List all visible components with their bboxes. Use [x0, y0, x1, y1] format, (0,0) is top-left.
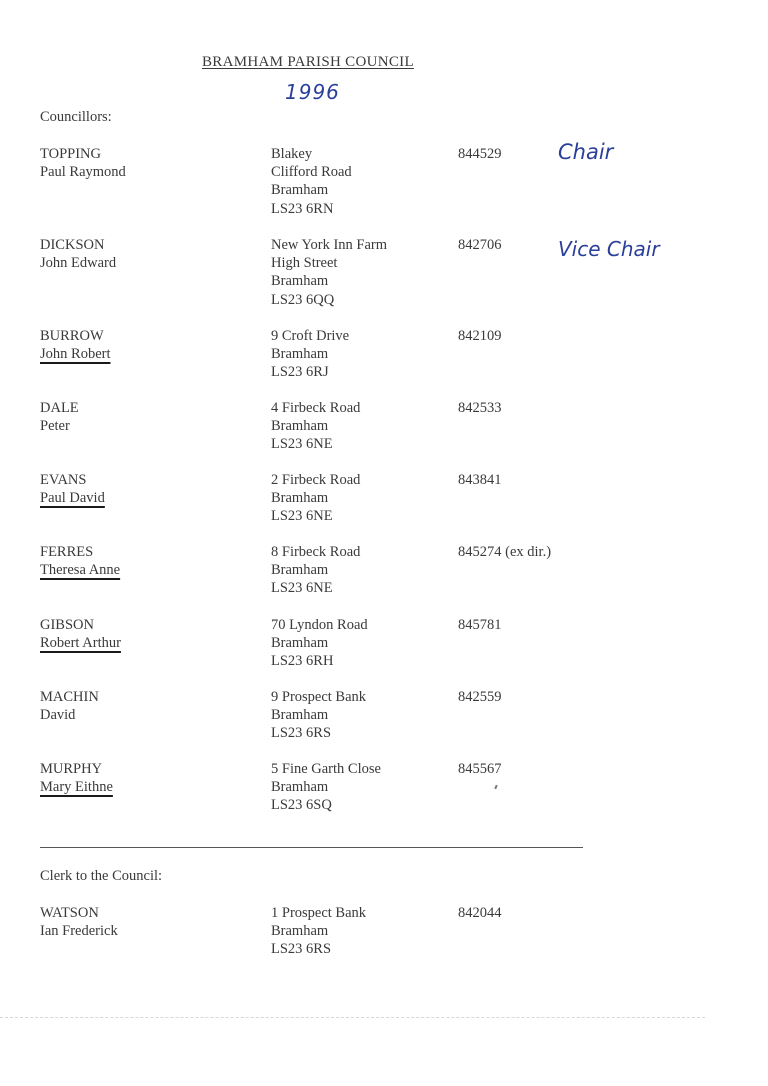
councillor-address — [271, 688, 366, 743]
scan-edge-line — [0, 1017, 705, 1018]
phone-number: 842109 — [458, 328, 502, 344]
surname: DICKSON — [40, 237, 105, 253]
address-line: LS23 6SQ — [271, 797, 332, 814]
section-divider — [40, 847, 583, 848]
clerk-address — [271, 904, 366, 959]
address-line: LS23 6QQ — [271, 291, 335, 308]
councillor-address — [271, 236, 387, 309]
surname: GIBSON — [40, 617, 94, 633]
phone-number: 843841 — [458, 472, 502, 488]
address-line: Bramham — [271, 923, 329, 940]
address-line: Bramham — [271, 635, 329, 652]
address-line: 4 Firbeck Road — [271, 400, 361, 416]
forenames: Paul David — [40, 490, 105, 507]
forenames: David — [40, 707, 76, 724]
address-line: LS23 6RS — [271, 725, 332, 742]
forenames: Robert Arthur — [40, 635, 121, 652]
address-line: LS23 6RJ — [271, 364, 329, 381]
address-line: Bramham — [271, 418, 329, 435]
surname: MURPHY — [40, 761, 103, 777]
address-line: 9 Croft Drive — [271, 328, 350, 344]
councillor-address — [271, 760, 381, 815]
phone-number: 845781 — [458, 617, 502, 633]
forenames: Theresa Anne — [40, 562, 121, 579]
address-line: High Street — [271, 255, 338, 272]
address-line: Bramham — [271, 490, 329, 507]
address-line: LS23 6RS — [271, 941, 332, 958]
address-line: LS23 6NE — [271, 436, 333, 453]
surname: MACHIN — [40, 689, 99, 705]
address-line: Bramham — [271, 562, 329, 579]
address-line: Clifford Road — [271, 164, 352, 181]
surname: EVANS — [40, 472, 87, 488]
councillor-name — [40, 616, 121, 652]
councillor-name — [40, 688, 99, 724]
address-line: LS23 6RN — [271, 200, 334, 217]
councillor-address — [271, 616, 368, 671]
phone-number: 842044 — [458, 905, 502, 921]
pen-mark — [494, 785, 498, 789]
address-line: 5 Fine Garth Close — [271, 761, 381, 777]
surname: WATSON — [40, 905, 99, 921]
address-line: Bramham — [271, 779, 329, 796]
address-line: 9 Prospect Bank — [271, 689, 367, 705]
surname: DALE — [40, 400, 79, 416]
phone-number: 842706 — [458, 237, 502, 253]
councillor-name — [40, 760, 113, 796]
councillor-address — [271, 327, 349, 382]
forenames: John Edward — [40, 255, 117, 272]
phone-number: 845567 — [458, 761, 502, 777]
surname: BURROW — [40, 328, 104, 344]
address-line: Bramham — [271, 273, 329, 290]
councillor-address — [271, 471, 360, 526]
address-line: LS23 6RH — [271, 653, 334, 670]
phone-number: 842533 — [458, 400, 502, 416]
clerk-name — [40, 904, 118, 940]
address-line: Bramham — [271, 346, 329, 363]
address-line: Bramham — [271, 182, 329, 199]
page-title: BRAMHAM PARISH COUNCIL — [202, 54, 414, 70]
handwritten-year: 1996 — [285, 80, 340, 104]
councillor-address — [271, 145, 352, 218]
address-line: 1 Prospect Bank — [271, 905, 367, 921]
phone-number: 845274 (ex dir.) — [458, 544, 552, 560]
forenames: Paul Raymond — [40, 164, 126, 181]
address-line: Bramham — [271, 707, 329, 724]
phone-number: 842559 — [458, 689, 502, 705]
address-line: Blakey — [271, 146, 313, 162]
handwritten-chair-note: Chair — [558, 140, 614, 164]
councillor-address — [271, 543, 360, 598]
address-line: 70 Lyndon Road — [271, 617, 368, 633]
address-line: LS23 6NE — [271, 508, 333, 525]
address-line: New York Inn Farm — [271, 237, 387, 253]
forenames: Ian Frederick — [40, 923, 118, 940]
councillor-name — [40, 236, 116, 272]
phone-number: 844529 — [458, 146, 502, 162]
address-line: 2 Firbeck Road — [271, 472, 361, 488]
forenames: Mary Eithne — [40, 779, 113, 796]
forenames: John Robert — [40, 346, 111, 363]
address-line: LS23 6NE — [271, 580, 333, 597]
councillor-name — [40, 399, 79, 435]
address-line: 8 Firbeck Road — [271, 544, 361, 560]
councillor-name — [40, 327, 110, 363]
handwritten-vice-chair-note: Vice Chair — [558, 237, 660, 261]
councillor-address — [271, 399, 360, 454]
councillor-name — [40, 145, 126, 181]
councillor-name — [40, 543, 120, 579]
forenames: Peter — [40, 418, 70, 435]
councillors-heading: Councillors: — [40, 109, 112, 125]
clerk-heading: Clerk to the Council: — [40, 868, 163, 884]
surname: TOPPING — [40, 146, 101, 162]
councillor-name — [40, 471, 105, 507]
surname: FERRES — [40, 544, 94, 560]
